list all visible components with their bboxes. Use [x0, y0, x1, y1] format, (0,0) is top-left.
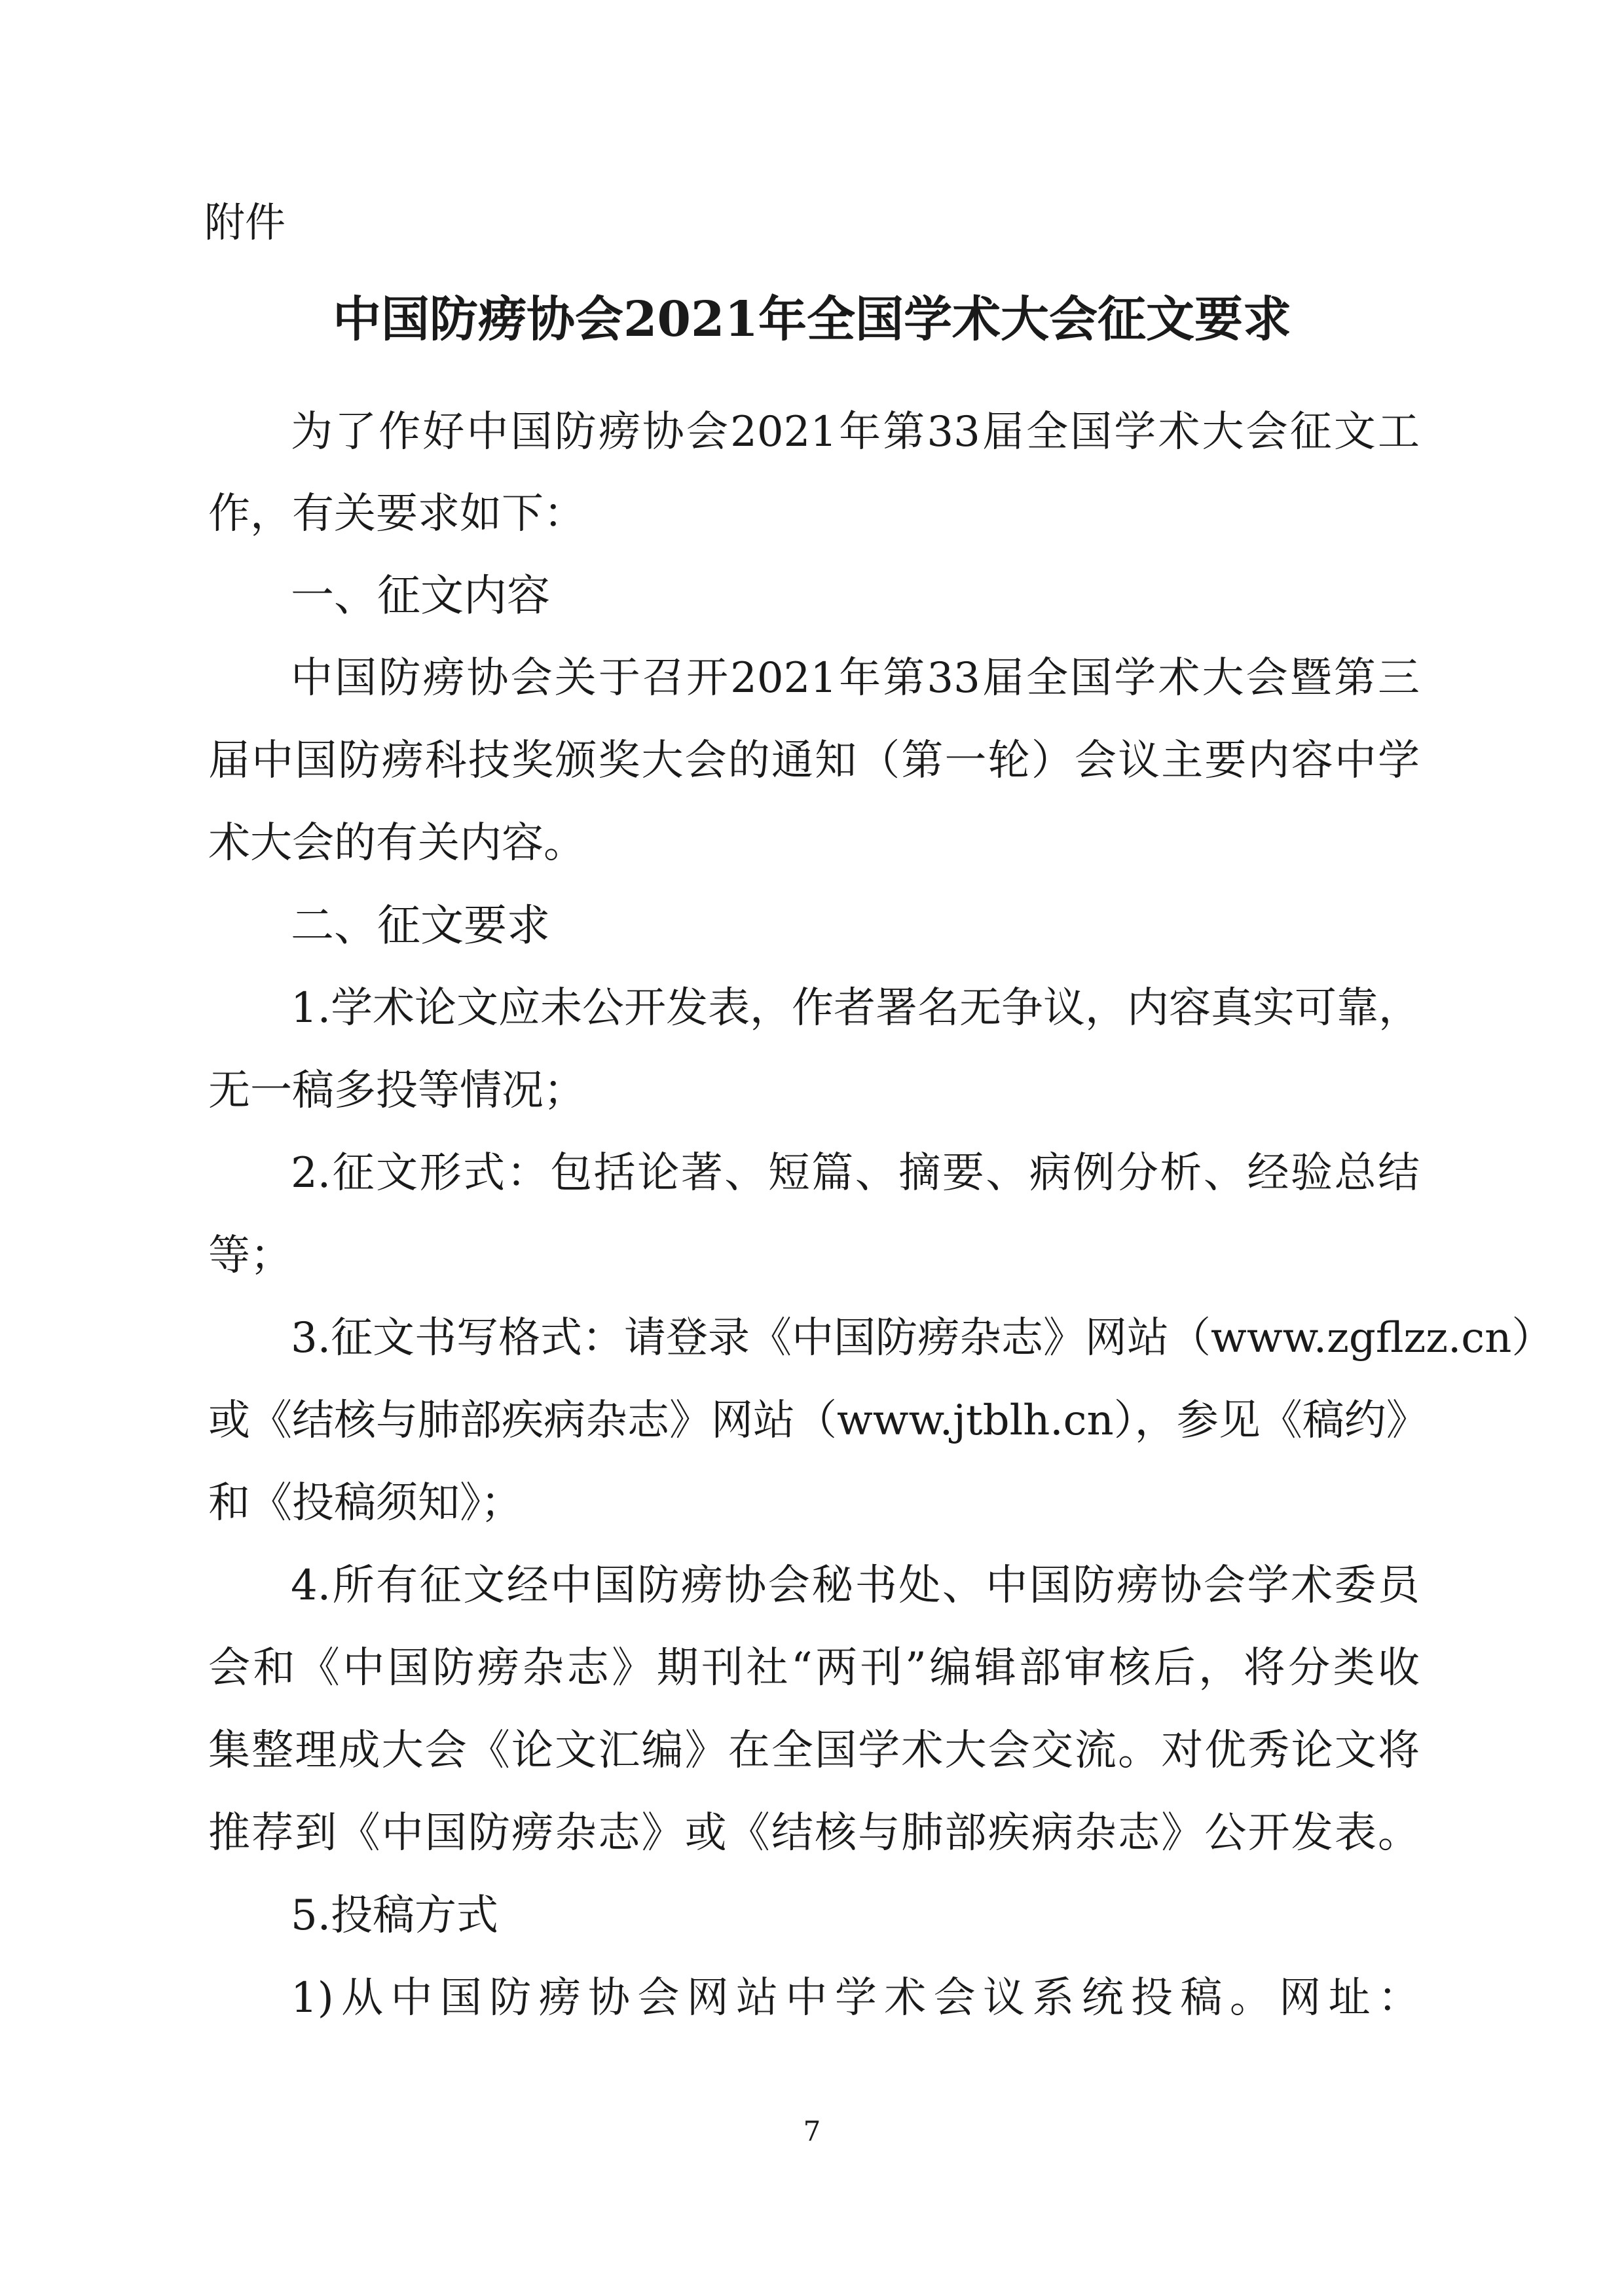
item-5-sub-1-line-1: 1)从中国防痨协会网站中学术会议系统投稿。网址：: [291, 1974, 1420, 2022]
section-2-heading: 二、征文要求: [291, 900, 550, 951]
item-1-line-1: 1.学术论文应未公开发表，作者署名无争议，内容真实可靠，: [291, 984, 1421, 1032]
item-4-line-2: 会和《中国防痨杂志》期刊社“两刊”编辑部审核后，将分类收: [208, 1644, 1420, 1692]
intro-line-2: 作，有关要求如下：: [208, 490, 585, 538]
item-4-line-1: 4.所有征文经中国防痨协会秘书处、中国防痨协会学术委员: [291, 1561, 1420, 1610]
page-number: 7: [803, 2115, 821, 2147]
item-4-line-3: 集整理成大会《论文汇编》在全国学术大会交流。对优秀论文将: [208, 1726, 1420, 1775]
item-3-line-1: 3.征文书写格式：请登录《中国防痨杂志》网站（www.zgflzz.cn）: [291, 1314, 1554, 1362]
item-1-line-2: 无一稿多投等情况；: [208, 1066, 585, 1115]
intro-line-1: 为了作好中国防痨协会2021年第33届全国学术大会征文工: [291, 408, 1420, 456]
item-4-line-4: 推荐到《中国防痨杂志》或《结核与肺部疾病杂志》公开发表。: [208, 1809, 1420, 1857]
attachment-label: 附件: [204, 198, 286, 246]
item-2-line-2: 等；: [208, 1231, 292, 1280]
item-2-line-1: 2.征文形式：包括论著、短篇、摘要、病例分析、经验总结: [291, 1149, 1420, 1197]
item-3-line-3: 和《投稿须知》；: [208, 1479, 523, 1527]
section-1-heading: 一、征文内容: [291, 570, 550, 621]
section-1-line-3: 术大会的有关内容。: [208, 819, 585, 867]
item-3-line-2: 或《结核与肺部疾病杂志》网站（www.jtblh.cn），参见《稿约》: [208, 1396, 1428, 1445]
document-title: 中国防痨协会2021年全国学术大会征文要求: [333, 291, 1291, 348]
item-5-line-1: 5.投稿方式: [291, 1891, 499, 1940]
section-1-line-1: 中国防痨协会关于召开2021年第33届全国学术大会暨第三: [291, 654, 1420, 702]
section-1-line-2: 届中国防痨科技奖颁奖大会的通知（第一轮）会议主要内容中学: [208, 737, 1420, 785]
